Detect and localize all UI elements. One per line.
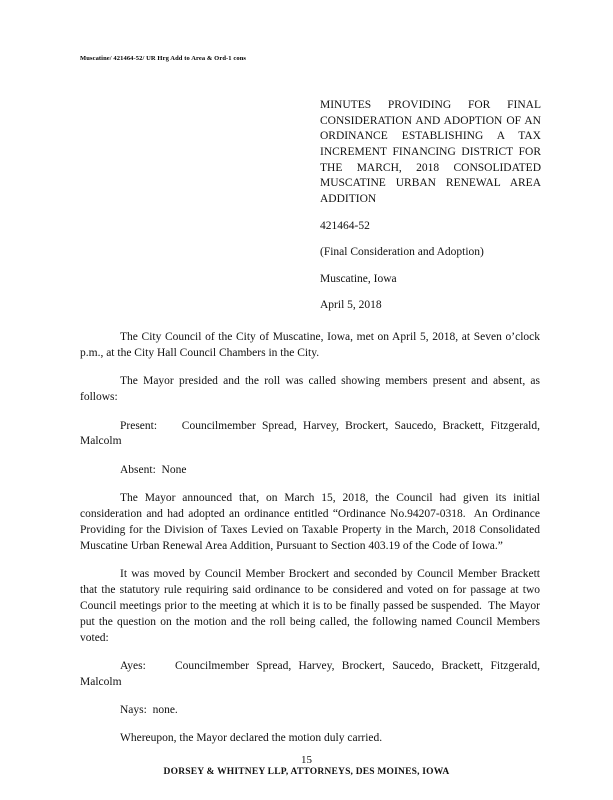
location-line: Muscatine, Iowa xyxy=(320,272,397,285)
body-paragraph: Absent: None xyxy=(120,463,187,476)
law-firm-line: DORSEY & WHITNEY LLP, ATTORNEYS, DES MOINES, IOWA xyxy=(163,766,450,777)
body-paragraph: It was moved by Council Member Brockert and seconded by Council Member Brackett that the statutory rule requiring said ordinance to be considered and voted on for passage at two Council meetings prior to the meeting at which it is to be finally passed be suspended. The Mayor put the question on the motion and the roll being called, the following named Council Members voted: xyxy=(80,568,540,644)
body-paragraph: Whereupon, the Mayor declared the motion duly carried. xyxy=(120,732,383,745)
page-number: 15 xyxy=(301,753,312,766)
file-number: 421464-52 xyxy=(320,219,370,232)
subtitle: (Final Consideration and Adoption) xyxy=(320,246,484,259)
title-meta xyxy=(320,219,541,313)
document-body xyxy=(80,330,540,747)
body-paragraph: Present: Councilmember Spread, Harvey, Brockert, Saucedo, Brackett, Fitzgerald, Malcolm xyxy=(80,419,540,448)
body-paragraph: The Mayor announced that, on March 15, 2018, the Council had given its initial consideration and had adopted an ordinance entitled “Ordinance No.94207-0318. An Ordinance Providing for the Division of Taxes Levied on Taxable Property in the March, 2018 Consolidated Muscatine Urban Renewal Area Addition, Pursuant to Section 403.19 of the Code of Iowa.” xyxy=(80,492,540,552)
body-paragraph: The Mayor presided and the roll was called showing members present and absent, as follows: xyxy=(80,375,540,404)
date-line: April 5, 2018 xyxy=(320,299,382,312)
body-paragraph: Nays: none. xyxy=(120,704,178,717)
title-block xyxy=(320,98,541,313)
body-paragraph: Ayes: Councilmember Spread, Harvey, Brockert, Saucedo, Brackett, Fitzgerald, Malcolm xyxy=(80,659,540,688)
body-paragraph: The City Council of the City of Muscatine, Iowa, met on April 5, 2018, at Seven o’clock p.m., at the City Hall Council Chambers in the City. xyxy=(80,331,540,359)
file-reference-header: Muscatine/ 421464-52/ UR Hrg Add to Area & Ord-1 cons xyxy=(80,55,247,62)
page-footer xyxy=(0,754,613,778)
document-title: MINUTES PROVIDING FOR FINAL CONSIDERATION AND ADOPTION OF AN ORDINANCE ESTABLISHING A TAX INCREMENT FINANCING DISTRICT FOR THE MARCH, 2018 CONSOLIDATED MUSCATINE URBAN RENEWAL AREA ADDITION xyxy=(320,99,541,205)
